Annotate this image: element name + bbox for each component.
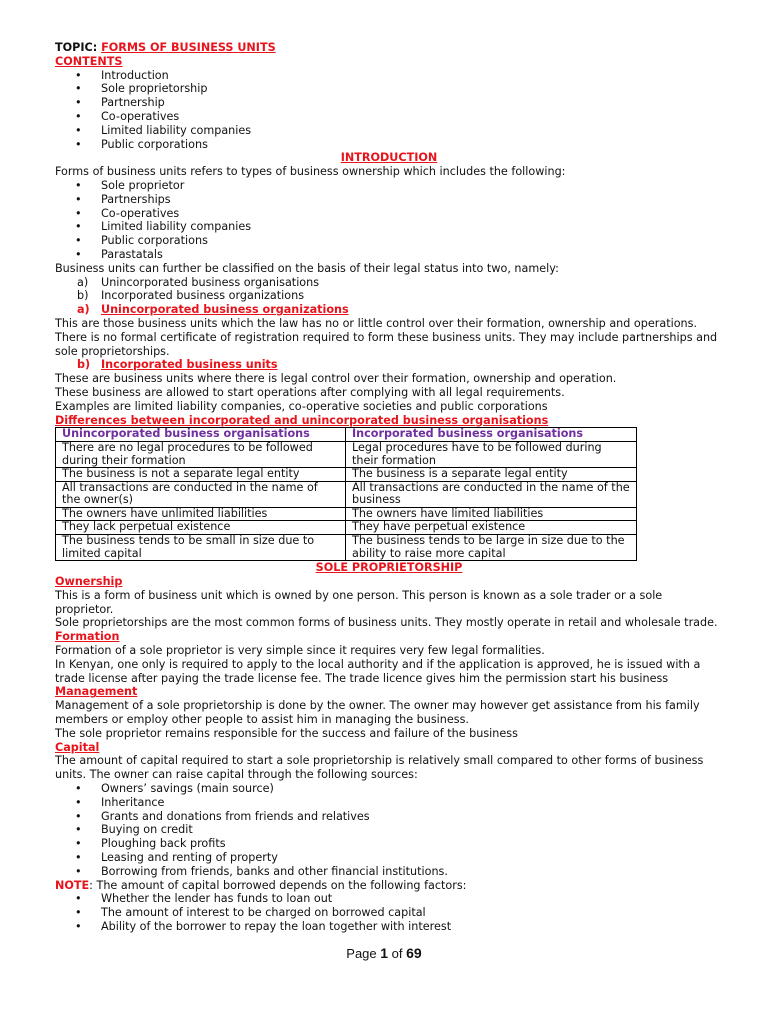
table-cell: There are no legal procedures to be followed during their formation: [56, 441, 346, 467]
table-header-row: [56, 428, 637, 442]
diff-heading: Differences between incorporated and unincorporated business organisations: [55, 413, 549, 427]
table-header-uninc: Unincorporated business organisations: [56, 428, 346, 442]
management-text: Management of a sole proprietorship is done by the owner. The owner may however get assistance from his family members or employ other people to assist him in managing the business.: [55, 699, 700, 727]
list-item: • Grants and donations from friends and relatives: [55, 810, 723, 824]
capital-text: The amount of capital required to start a sole proprietorship is relatively small compared to other forms of business units. The owner can raise capital through the following sources:: [55, 754, 704, 782]
note-text: : The amount of capital borrowed depends on the following factors:: [89, 878, 467, 892]
table-row: [56, 441, 637, 467]
uninc-marker: a): [77, 303, 90, 317]
ownership-heading: Ownership: [55, 575, 123, 589]
footer-total-pages: 69: [406, 945, 422, 961]
management-text-2: The sole proprietor remains responsible for the success and failure of the business: [55, 726, 518, 740]
note-label: NOTE: [55, 878, 90, 892]
table-row: [56, 481, 637, 507]
intro-list: [55, 179, 723, 262]
table-cell: The business tends to be small in size due to limited capital: [56, 535, 346, 561]
list-item: • Owners’ savings (main source): [55, 782, 723, 796]
ownership-text-2: Sole proprietorships are the most common forms of business units. They mostly operate in retail and wholesale trade.: [55, 616, 718, 630]
table-cell: They lack perpetual existence: [56, 521, 346, 535]
page-footer: [0, 947, 768, 961]
uninc-heading: Unincorporated business organizations: [101, 303, 349, 317]
formation-text-2: In Kenyan, one only is required to apply to the local authority and if the application is approved, he is issued with a trade license after paying the trade license fee. The trade licence gives him the permission start his business: [55, 657, 701, 685]
intro-text: Forms of business units refers to types of business ownership which includes the following:: [55, 165, 566, 179]
formation-text: Formation of a sole proprietor is very simple since it requires very few legal formalities.: [55, 644, 545, 658]
list-item: • Introduction: [55, 69, 723, 83]
list-item: • Public corporations: [55, 138, 723, 152]
list-item: • Public corporations: [55, 234, 723, 248]
classify-text: Incorporated business organizations: [101, 289, 305, 303]
list-item: • Limited liability companies: [55, 124, 723, 138]
topic-label: TOPIC:: [55, 41, 102, 54]
inc-line-2: These business are allowed to start operations after complying with all legal requirements.: [55, 385, 565, 399]
capital-list: [55, 782, 723, 879]
classify-text: Unincorporated business organisations: [101, 275, 320, 289]
list-item: • Co-operatives: [55, 207, 723, 221]
table-cell: All transactions are conducted in the name of the business: [346, 481, 637, 507]
list-item: • Partnerships: [55, 193, 723, 207]
classify-list: [55, 276, 723, 304]
list-item: • Leasing and renting of property: [55, 851, 723, 865]
table-cell: The business is a separate legal entity: [346, 468, 637, 482]
note-line: [55, 879, 723, 893]
document-page: [55, 41, 723, 934]
sole-heading: SOLE PROPRIETORSHIP: [315, 561, 463, 575]
list-item: • Inheritance: [55, 796, 723, 810]
footer-prefix: Page: [346, 946, 381, 961]
list-item: • The amount of interest to be charged on borrowed capital: [55, 906, 723, 920]
formation-heading: Formation: [55, 630, 120, 644]
table-cell: They have perpetual existence: [346, 521, 637, 535]
classify-item: [55, 289, 723, 303]
table-row: [56, 521, 637, 535]
ownership-text: This is a form of business unit which is owned by one person. This person is known as a sole trader or a sole proprietor.: [55, 588, 663, 616]
inc-heading-line: [55, 358, 723, 372]
table-cell: The owners have limited liabilities: [346, 507, 637, 521]
list-item: • Parastatals: [55, 248, 723, 262]
list-item: • Sole proprietorship: [55, 82, 723, 96]
table-row: [56, 535, 637, 561]
table-row: [56, 507, 637, 521]
capital-heading: Capital: [55, 740, 100, 754]
footer-current-page: 1: [380, 945, 389, 961]
list-item: • Sole proprietor: [55, 179, 723, 193]
intro-heading: INTRODUCTION: [340, 151, 438, 165]
management-heading: Management: [55, 685, 138, 699]
list-item: • Ploughing back profits: [55, 837, 723, 851]
topic-title: FORMS OF BUSINESS UNITS: [101, 41, 276, 54]
list-item: • Buying on credit: [55, 823, 723, 837]
inc-line-3: Examples are limited liability companies, co-operative societies and public corporations: [55, 399, 548, 413]
list-item: • Whether the lender has funds to loan out: [55, 892, 723, 906]
comparison-table: [55, 427, 637, 561]
table-cell: Legal procedures have to be followed during their formation: [346, 441, 637, 467]
table-cell: The owners have unlimited liabilities: [56, 507, 346, 521]
list-item: • Limited liability companies: [55, 220, 723, 234]
list-item: • Partnership: [55, 96, 723, 110]
topic-line: [55, 41, 723, 55]
table-header-inc: Incorporated business organisations: [346, 428, 637, 442]
table-cell: All transactions are conducted in the name of the owner(s): [56, 481, 346, 507]
classify-marker: b): [77, 289, 89, 303]
classify-item: [55, 276, 723, 290]
table-cell: The business is not a separate legal entity: [56, 468, 346, 482]
contents-list: [55, 69, 723, 152]
table-cell: The business tends to be large in size due to the ability to raise more capital: [346, 535, 637, 561]
footer-middle: of: [388, 946, 407, 961]
inc-line-1: These are business units where there is legal control over their formation, ownership and operation.: [55, 372, 617, 386]
contents-heading: CONTENTS: [55, 54, 123, 68]
table-row: [56, 468, 637, 482]
classify-marker: a): [77, 275, 89, 289]
classify-text: Business units can further be classified on the basis of their legal status into two, namely:: [55, 261, 559, 275]
list-item: • Ability of the borrower to repay the loan together with interest: [55, 920, 723, 934]
uninc-text: This are those business units which the law has no or little control over their formation, ownership and operations. There is no formal certificate of registration required to form these business units. They may include partnerships and sole proprietorships.: [55, 316, 718, 358]
note-list: [55, 892, 723, 933]
inc-heading: Incorporated business units: [101, 358, 278, 372]
list-item: • Co-operatives: [55, 110, 723, 124]
list-item: • Borrowing from friends, banks and other financial institutions.: [55, 865, 723, 879]
uninc-heading-line: [55, 303, 723, 317]
inc-marker: b): [77, 358, 91, 372]
